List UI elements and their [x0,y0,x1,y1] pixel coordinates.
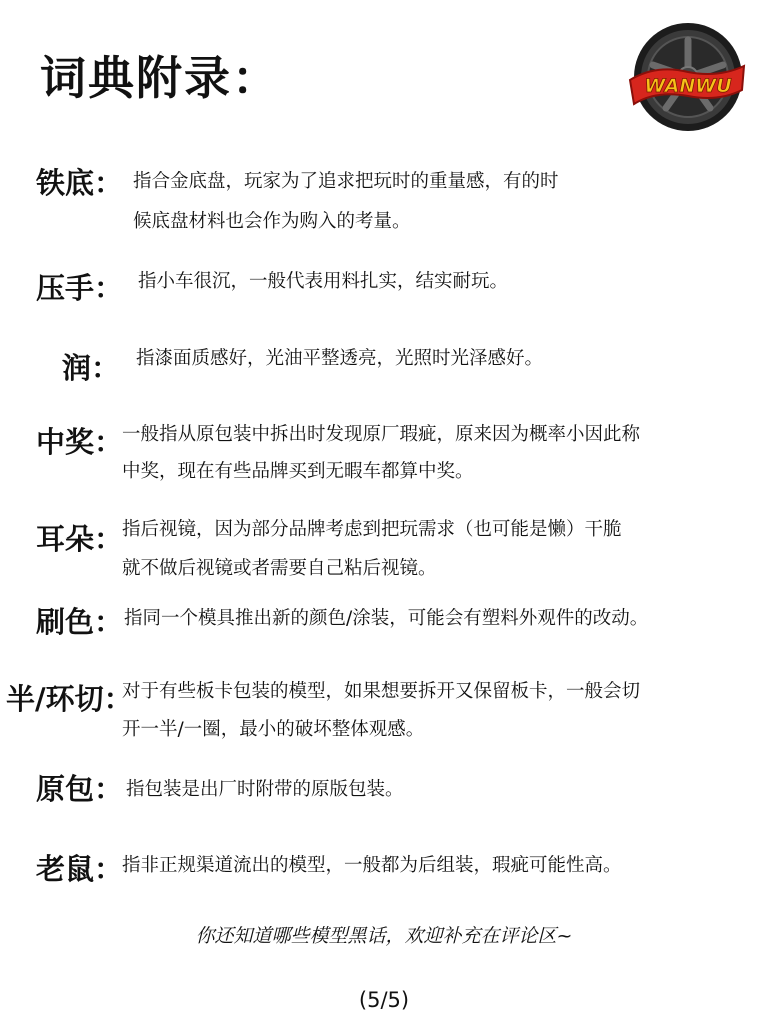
term-tiedi: 铁底： [36,166,124,200]
term-banhuanqie: 半/环切： [6,682,133,716]
definition-line: 就不做后视镜或者需要自己粘后视镜。 [122,558,437,579]
definition-line: 指漆面质感好，光油平整透亮，光照时光泽感好。 [136,348,544,369]
definition-line: 指后视镜，因为部分品牌考虑到把玩需求（也可能是懒）干脆 [122,519,622,540]
term-zhongjiang: 中奖： [36,425,124,459]
definition-line: 指合金底盘，玩家为了追求把玩时的重量感，有的时 [133,171,559,192]
term-yuanbao: 原包： [36,772,124,806]
term-yashou: 压手： [36,271,124,305]
page-title: 词典附录： [40,51,280,105]
definition-line: 对于有些板卡包装的模型，如果想要拆开又保留板卡，一般会切 [122,681,641,702]
definition-line: 指包装是出厂时附带的原版包装。 [126,779,404,800]
definition-line: 指非正规渠道流出的模型，一般都为后组装，瑕疵可能性高。 [122,855,622,876]
definition-line: 候底盘材料也会作为购入的考量。 [133,211,411,232]
term-run: 润： [62,351,121,385]
definition-line: 指小车很沉，一般代表用料扎实，结实耐玩。 [138,271,509,292]
definition-line: 一般指从原包装中拆出时发现原厂瑕疵，原来因为概率小因此称 [122,424,641,445]
definition-line: 中奖，现在有些品牌买到无暇车都算中奖。 [122,461,474,482]
definition-line: 指同一个模具推出新的颜色/涂装，可能会有塑料外观件的改动。 [124,608,649,629]
wheel-flame-logo [626,20,748,134]
term-erduo: 耳朵： [36,522,124,556]
logo-text: WANWU [644,75,732,97]
footer-prompt: 你还知道哪些模型黑话，欢迎补充在评论区~ [195,925,573,947]
definition-line: 开一半/一圈，最小的破坏整体观感。 [122,719,425,740]
term-laoshu: 老鼠： [36,852,124,886]
page-indicator: (5/5) [358,988,410,1012]
term-shuase: 刷色： [36,605,124,639]
